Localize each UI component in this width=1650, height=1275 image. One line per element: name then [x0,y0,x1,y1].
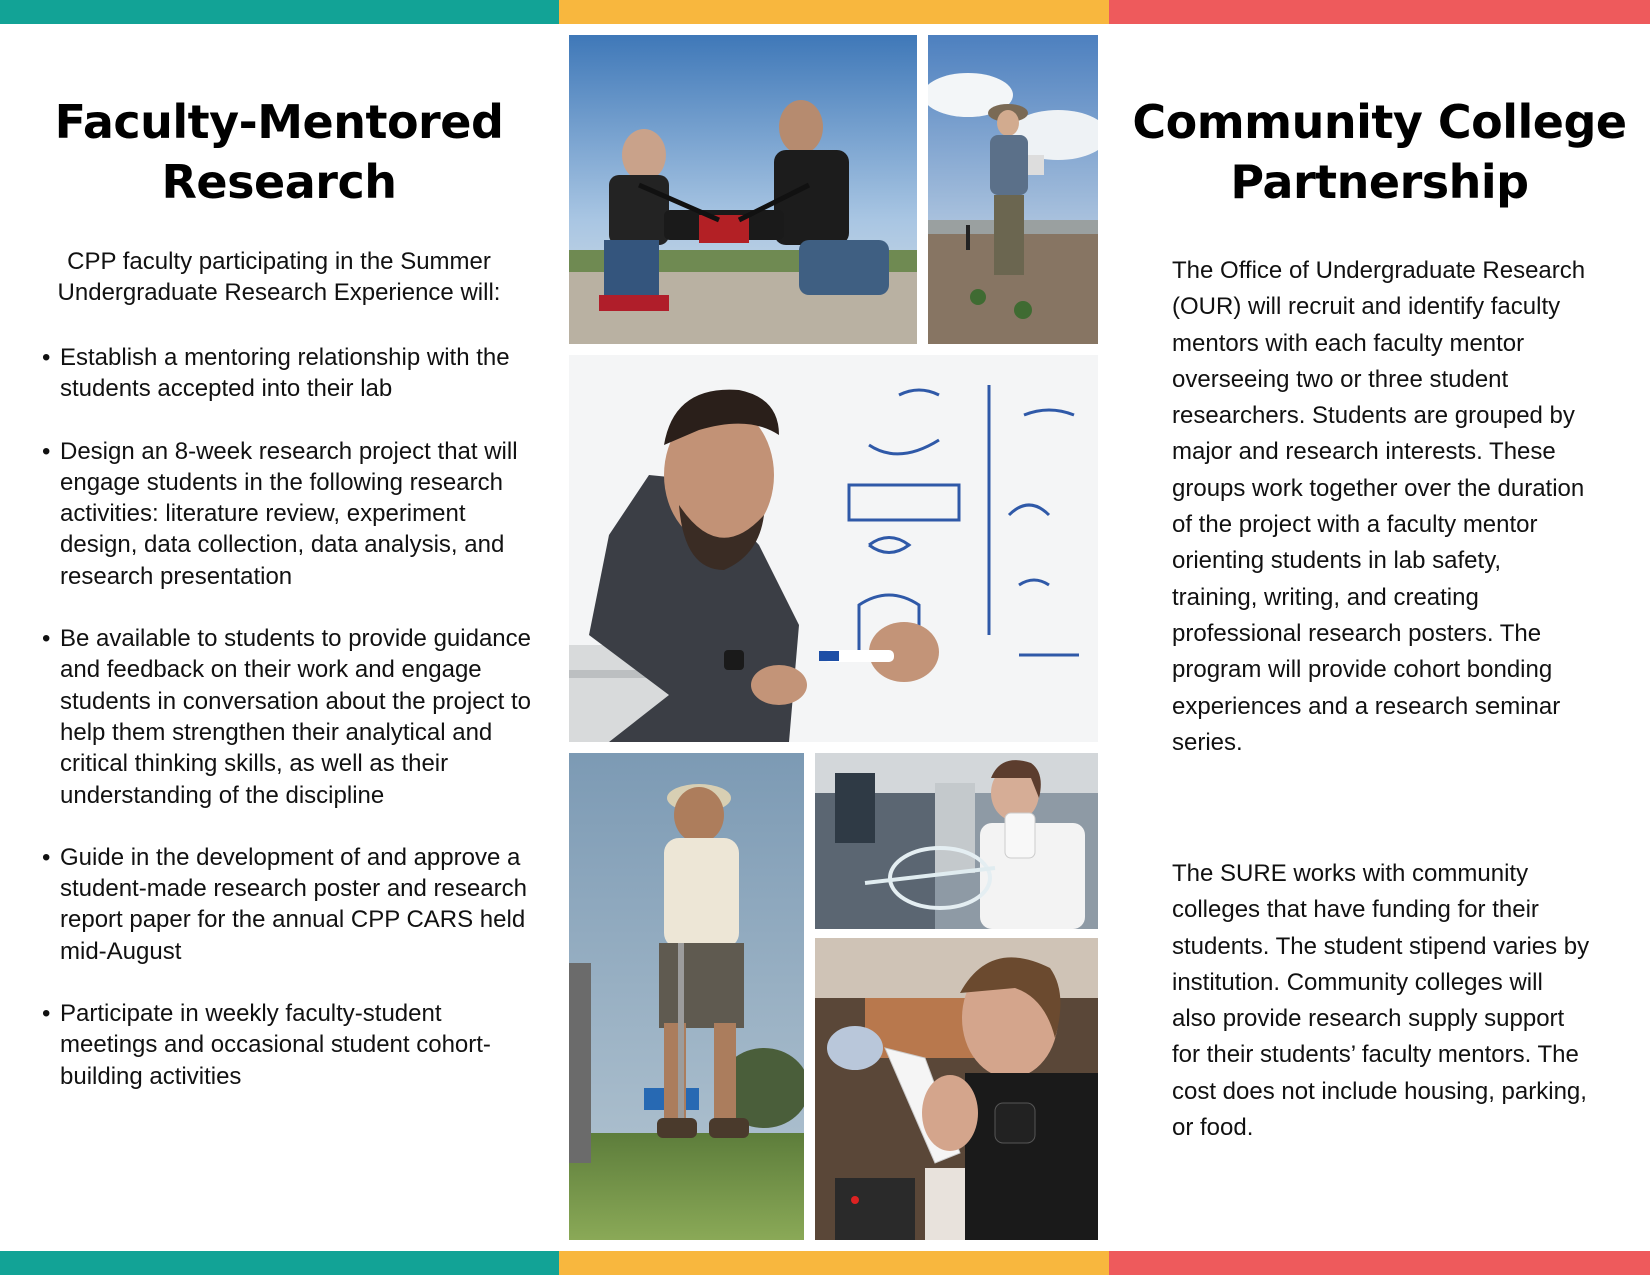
intro-line2: Undergraduate Research Experience will: [57,279,501,306]
intro-line1: CPP faculty participating in the Summer [67,248,491,275]
bullet-icon: • [42,437,51,465]
bullet-icon: • [42,843,51,871]
left-intro-text [0,246,558,308]
band-segment-red [1109,0,1650,24]
band-segment-teal [0,0,559,24]
faculty-mentored-research-panel [0,24,558,1251]
bullet-icon: • [42,1000,51,1028]
whiteboard-photo [569,355,1098,742]
bullet-icon: • [42,625,51,653]
sure-funding-paragraph: The SURE works with community colleges that have funding for their students. The student stipend varies by institution. Community colleges will also provide research supply support for their students’ faculty mentors. The cost does not include housing, parking, or food. [1172,860,1590,1142]
faculty-responsibilities-list [42,342,542,1123]
band-segment-teal [0,1251,559,1275]
top-color-band [0,0,1650,24]
community-college-partnership-panel [1109,24,1650,1251]
band-segment-red [1109,1251,1650,1275]
left-panel-title [0,92,558,212]
lab-experiment-photo [815,938,1098,1240]
lab-glassware-photo [815,753,1098,929]
right-title-line1: Community College [1132,95,1627,149]
band-segment-yellow [559,1251,1109,1275]
left-title-line2: Research [161,155,397,209]
bullet-icon: • [42,344,51,371]
right-panel-title [1109,92,1650,212]
drone-photo [569,35,917,344]
list-item: • Guide in the development of and approve a student-made research poster and research report paper for the annual CPP CARS held mid-August [42,843,527,965]
bottom-color-band [0,1251,1650,1275]
field-sampling-photo [928,35,1098,344]
list-item: • Be available to students to provide guidance and feedback on their work and engage students in conversation about the project to help them strengthen their analytical and critical thinking skills, as well as their understanding of the discipline [42,625,531,809]
left-title-line1: Faculty-Mentored [54,95,504,149]
right-title-line2: Partnership [1230,155,1529,209]
list-item: • Design an 8-week research project that will engage students in the following research activities: literature review, experiment design, data collection, data analysis, and research presentation [42,437,518,590]
our-description-paragraph: The Office of Undergraduate Research (OUR) will recruit and identify faculty mentors with each faculty mentor overseeing two or three student researchers. Students are grouped by major and research interests. These groups work together over the duration of the project with a faculty mentor orienting students in lab safety, training, writing, and creating professional research posters. The program will provide cohort bonding experiences and a research seminar series. [1172,257,1586,756]
soil-probe-photo [569,753,804,1240]
list-item: • Participate in weekly faculty-student meetings and occasional student cohort-building activities [42,1000,491,1090]
band-segment-yellow [559,0,1109,24]
list-item: • Establish a mentoring relationship with the students accepted into their lab [42,344,510,403]
